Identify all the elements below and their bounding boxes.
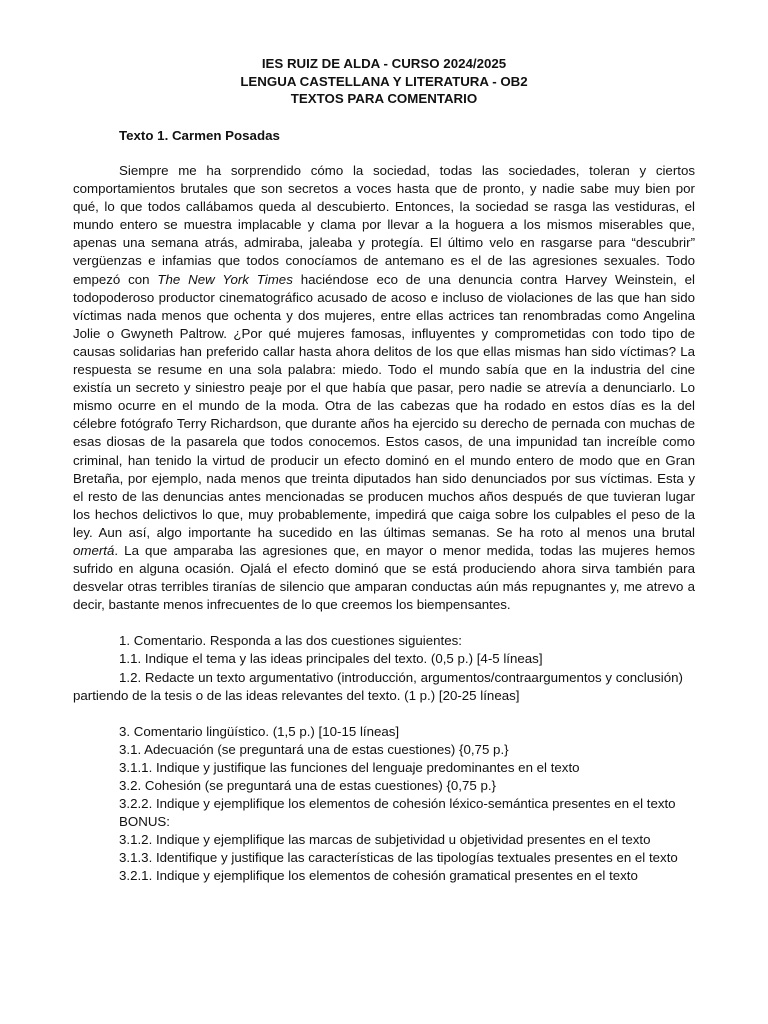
newspaper-name: The New York Times bbox=[157, 271, 293, 287]
text1-part2: haciéndose eco de una denuncia contra Harvey Weinstein, el todopoderoso productor cinematográfico acusado de acoso e incluso de violaciones de las que han sido víctimas nada menos que ochenta y dos mujeres, entre ellas actrices tan renombradas como Angelina Jolie o Gwyneth Paltrow. ¿Por qué mujeres famosas, influyentes y comprometidas con todo tipo de causas solidarias han preferido callar hasta ahora delitos de los que ellas mismas han sido víctimas? La respuesta se resume en una sola palabra: miedo. Todo el mundo sabía que en la industria del cine existía un secreto y siniestro peaje por el que había que pasar, pero nadie se atrevía a denunciarlo. Lo mismo ocurre en el mundo de la moda. Otra de las cabezas que ha rodado en estos días es la del célebre fotógrafo Terry Richardson, que durante años ha ejercido su derecho de pernada con muchas de esas diosas de la pasarela que todos conocemos. Estos casos, de una impunidad tan increíble como criminal, han tenido la virtud de producir un efecto dominó en el mundo entero de modo que en Gran Bretaña, por ejemplo, nada menos que treinta diputados han sido denunciados por sus víctimas. Esta y el resto de las denuncias antes mencionadas se producen muchos años después de que tuvieran lugar los hechos delictivos lo que, muy probablemente, impedirá que caiga sobre los culpables el peso de la ley. Aun así, algo importante ha sucedido en las últimas semanas. Se ha roto al menos una brutal bbox=[73, 271, 695, 540]
question-3-2-2: 3.2.2. Indique y ejemplifique los elementos de cohesión léxico-semántica presentes en el texto bbox=[119, 796, 676, 812]
question-1-2: 1.2. Redacte un texto argumentativo (introducción, argumentos/contraargumentos y conclusión) partiendo de la tesis o de las ideas relevantes del texto. (1 p.) [20-25 líneas] bbox=[73, 669, 683, 703]
text1-title: Texto 1. Carmen Posadas bbox=[119, 127, 280, 143]
doc-title: TEXTOS PARA COMENTARIO bbox=[290, 91, 478, 106]
text1-body bbox=[73, 162, 695, 614]
spacer bbox=[73, 705, 695, 723]
question-3: 3. Comentario lingüístico. (1,5 p.) [10-15 líneas] bbox=[119, 723, 400, 739]
bonus-label: BONUS: bbox=[119, 814, 170, 830]
question-3-1-2: 3.1.2. Indique y ejemplifique las marcas de subjetividad u objetividad presentes en el texto bbox=[119, 832, 651, 848]
italic-word: omertá bbox=[73, 542, 115, 558]
school-course-line: IES RUIZ DE ALDA - CURSO 2024/2025 bbox=[261, 56, 507, 71]
question-3-1: 3.1. Adecuación (se preguntará una de estas cuestiones) {0,75 p.} bbox=[119, 741, 509, 757]
question-3-2-1: 3.2.1. Indique y ejemplifique los elementos de cohesión gramatical presentes en el texto bbox=[119, 868, 638, 884]
question-3-1-3: 3.1.3. Identifique y justifique las características de las tipologías textuales presentes en el texto bbox=[119, 850, 678, 866]
question-3-1-1: 3.1.1. Indique y justifique las funciones del lenguaje predominantes en el texto bbox=[119, 759, 580, 775]
text1-part1: Siempre me ha sorprendido cómo la sociedad, todas las sociedades, toleran y ciertos comportamientos brutales que son secretos a voces hasta que de pronto, y nadie sabe muy bien por qué, lo que todos callábamos queda al descubierto. Entonces, la sociedad se rasga las vestiduras, el mundo entero se muestra implacable y clama por llevar a la hoguera a los mismos miserables que, apenas una semana atrás, admiraba, jaleaba y protegía. El último velo en rasgarse para “descubrir” vergüenzas e infamias que todos conocíamos de antemano es el de las agresiones sexuales. Todo empezó con bbox=[73, 163, 695, 287]
text1-part3: . La que amparaba las agresiones que, en mayor o menor medida, todas las mujeres hemos sufrido en alguna ocasión. Ojalá el efecto dominó que se está produciendo ahora sirva también para desvelar otras terribles tiranías de silencio que amparan conductas aún más repugnantes y, me atrevo a decir, bastante menos infrecuentes de lo que creemos los biempensantes. bbox=[73, 542, 695, 613]
subject-line: LENGUA CASTELLANA Y LITERATURA - OB2 bbox=[240, 73, 528, 89]
question-1-1: 1.1. Indique el tema y las ideas principales del texto. (0,5 p.) [4-5 líneas] bbox=[119, 651, 543, 667]
question-1: 1. Comentario. Responda a las dos cuestiones siguientes: bbox=[119, 633, 462, 649]
document-header bbox=[73, 55, 695, 108]
question-3-2: 3.2. Cohesión (se preguntará una de estas cuestiones) {0,75 p.} bbox=[119, 778, 497, 793]
questions-section bbox=[73, 632, 695, 885]
